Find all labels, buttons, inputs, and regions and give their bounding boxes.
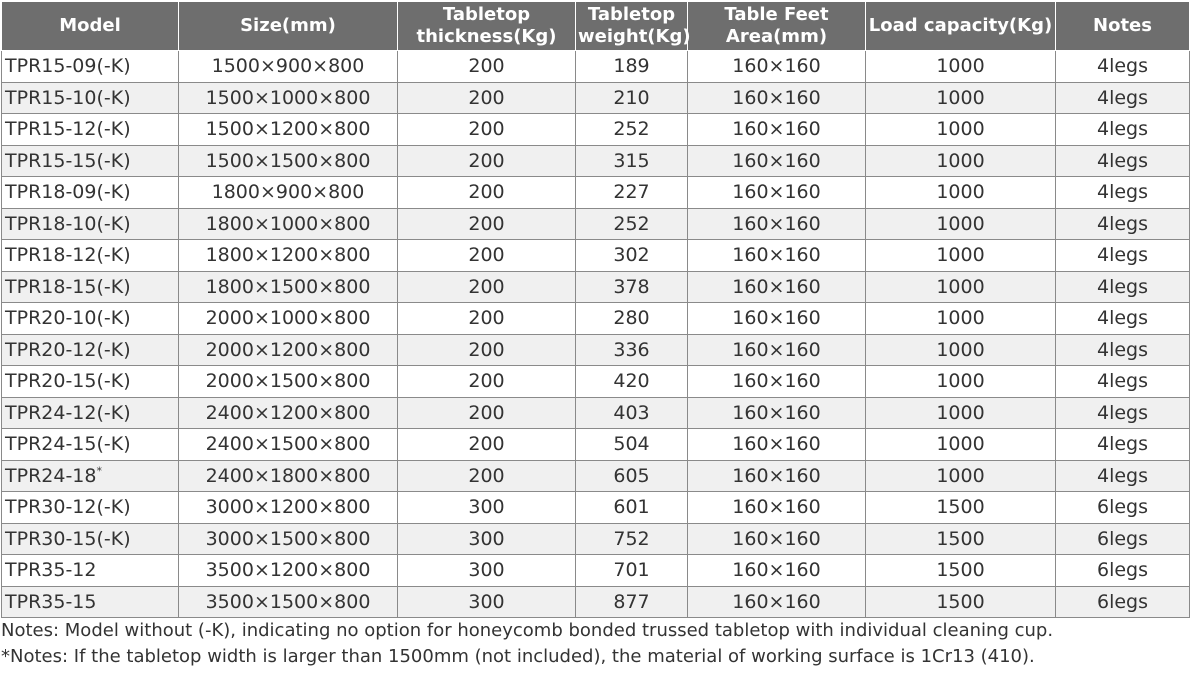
cell-load-capacity: 1000 — [866, 429, 1056, 461]
cell-model — [2, 303, 179, 335]
table-row — [2, 586, 1190, 618]
table-row — [2, 555, 1190, 587]
cell-thickness: 200 — [398, 460, 576, 492]
cell-load-capacity: 1000 — [866, 271, 1056, 303]
table-row — [2, 51, 1190, 83]
model-text: TPR20-12(-K) — [5, 338, 131, 361]
footnote-mark: * — [96, 464, 102, 478]
cell-load-capacity: 1000 — [866, 366, 1056, 398]
cell-thickness: 200 — [398, 334, 576, 366]
cell-size: 2000×1500×800 — [179, 366, 398, 398]
cell-size: 3000×1200×800 — [179, 492, 398, 524]
cell-thickness: 200 — [398, 429, 576, 461]
cell-feet-area: 160×160 — [688, 429, 866, 461]
model-text: TPR18-10(-K) — [5, 212, 131, 235]
table-row — [2, 429, 1190, 461]
header-feet-area: Table Feet Area(mm) — [688, 2, 866, 51]
cell-load-capacity: 1000 — [866, 240, 1056, 272]
model-text: TPR18-12(-K) — [5, 244, 131, 267]
model-text: TPR35-15 — [5, 590, 97, 613]
cell-notes: 4legs — [1056, 429, 1190, 461]
cell-thickness: 200 — [398, 271, 576, 303]
cell-thickness: 200 — [398, 114, 576, 146]
cell-thickness: 200 — [398, 303, 576, 335]
footnote-surface-material: *Notes: If the tabletop width is larger than 1500mm (not included), the material of working surface is 1Cr13 (410). — [1, 646, 1035, 667]
cell-feet-area: 160×160 — [688, 240, 866, 272]
cell-feet-area: 160×160 — [688, 492, 866, 524]
table-row — [2, 460, 1190, 492]
table-row — [2, 271, 1190, 303]
cell-weight: 252 — [576, 114, 688, 146]
cell-notes: 4legs — [1056, 460, 1190, 492]
table-row — [2, 145, 1190, 177]
cell-thickness: 200 — [398, 366, 576, 398]
cell-notes: 6legs — [1056, 523, 1190, 555]
cell-feet-area: 160×160 — [688, 145, 866, 177]
spec-table — [1, 1, 1190, 618]
cell-model — [2, 334, 179, 366]
cell-size: 2000×1200×800 — [179, 334, 398, 366]
cell-size: 2400×1800×800 — [179, 460, 398, 492]
table-row — [2, 492, 1190, 524]
table-row — [2, 397, 1190, 429]
cell-model — [2, 586, 179, 618]
cell-size: 1500×1200×800 — [179, 114, 398, 146]
model-text: TPR24-15(-K) — [5, 433, 131, 456]
cell-model — [2, 555, 179, 587]
cell-feet-area: 160×160 — [688, 114, 866, 146]
cell-model — [2, 460, 179, 492]
cell-notes: 4legs — [1056, 51, 1190, 83]
cell-load-capacity: 1500 — [866, 523, 1056, 555]
cell-load-capacity: 1500 — [866, 586, 1056, 618]
model-text: TPR15-10(-K) — [5, 86, 131, 109]
cell-model — [2, 145, 179, 177]
cell-notes: 4legs — [1056, 334, 1190, 366]
header-weight: Tabletop weight(Kg) — [576, 2, 688, 51]
cell-thickness: 200 — [398, 240, 576, 272]
cell-weight: 227 — [576, 177, 688, 209]
cell-notes: 4legs — [1056, 397, 1190, 429]
cell-model — [2, 397, 179, 429]
cell-load-capacity: 1000 — [866, 460, 1056, 492]
cell-thickness: 300 — [398, 586, 576, 618]
cell-weight: 403 — [576, 397, 688, 429]
cell-size: 1800×1500×800 — [179, 271, 398, 303]
cell-feet-area: 160×160 — [688, 271, 866, 303]
table-row — [2, 177, 1190, 209]
cell-thickness: 200 — [398, 51, 576, 83]
cell-notes: 4legs — [1056, 82, 1190, 114]
cell-load-capacity: 1500 — [866, 555, 1056, 587]
table-row — [2, 82, 1190, 114]
cell-model — [2, 492, 179, 524]
cell-feet-area: 160×160 — [688, 303, 866, 335]
cell-thickness: 300 — [398, 523, 576, 555]
cell-size: 1800×1000×800 — [179, 208, 398, 240]
table-row — [2, 240, 1190, 272]
header-model: Model — [2, 2, 179, 51]
cell-thickness: 300 — [398, 492, 576, 524]
cell-feet-area: 160×160 — [688, 51, 866, 83]
cell-size: 2000×1000×800 — [179, 303, 398, 335]
cell-model — [2, 114, 179, 146]
cell-size: 2400×1200×800 — [179, 397, 398, 429]
cell-thickness: 200 — [398, 397, 576, 429]
footnotes — [0, 618, 1190, 670]
cell-weight: 280 — [576, 303, 688, 335]
cell-notes: 4legs — [1056, 303, 1190, 335]
model-text: TPR15-12(-K) — [5, 118, 131, 141]
cell-load-capacity: 1000 — [866, 208, 1056, 240]
cell-model — [2, 177, 179, 209]
cell-weight: 701 — [576, 555, 688, 587]
cell-notes: 6legs — [1056, 492, 1190, 524]
cell-size: 1800×1200×800 — [179, 240, 398, 272]
model-text: TPR18-15(-K) — [5, 275, 131, 298]
model-text: TPR20-10(-K) — [5, 307, 131, 330]
cell-notes: 6legs — [1056, 555, 1190, 587]
model-text: TPR15-15(-K) — [5, 149, 131, 172]
model-text: TPR24-12(-K) — [5, 401, 131, 424]
cell-thickness: 200 — [398, 177, 576, 209]
model-text: TPR35-12 — [5, 559, 97, 582]
cell-notes: 4legs — [1056, 240, 1190, 272]
table-row — [2, 114, 1190, 146]
table-row — [2, 334, 1190, 366]
cell-notes: 4legs — [1056, 366, 1190, 398]
cell-size: 3000×1500×800 — [179, 523, 398, 555]
cell-thickness: 200 — [398, 145, 576, 177]
cell-weight: 252 — [576, 208, 688, 240]
cell-model — [2, 82, 179, 114]
cell-model — [2, 366, 179, 398]
cell-notes: 4legs — [1056, 114, 1190, 146]
cell-size: 1500×1000×800 — [179, 82, 398, 114]
cell-feet-area: 160×160 — [688, 397, 866, 429]
cell-thickness: 300 — [398, 555, 576, 587]
cell-weight: 336 — [576, 334, 688, 366]
cell-size: 1500×1500×800 — [179, 145, 398, 177]
cell-feet-area: 160×160 — [688, 177, 866, 209]
cell-feet-area: 160×160 — [688, 82, 866, 114]
cell-notes: 4legs — [1056, 271, 1190, 303]
cell-notes: 4legs — [1056, 177, 1190, 209]
cell-feet-area: 160×160 — [688, 460, 866, 492]
cell-weight: 877 — [576, 586, 688, 618]
cell-weight: 302 — [576, 240, 688, 272]
cell-weight: 601 — [576, 492, 688, 524]
cell-model — [2, 240, 179, 272]
cell-model — [2, 208, 179, 240]
header-thickness: Tabletop thickness(Kg) — [398, 2, 576, 51]
cell-model — [2, 271, 179, 303]
cell-weight: 420 — [576, 366, 688, 398]
table-header — [2, 2, 1190, 51]
model-text: TPR20-15(-K) — [5, 370, 131, 393]
cell-model — [2, 523, 179, 555]
cell-load-capacity: 1000 — [866, 303, 1056, 335]
cell-load-capacity: 1000 — [866, 51, 1056, 83]
cell-size: 3500×1200×800 — [179, 555, 398, 587]
cell-size: 3500×1500×800 — [179, 586, 398, 618]
cell-weight: 315 — [576, 145, 688, 177]
header-row — [2, 2, 1190, 51]
table-row — [2, 303, 1190, 335]
header-load-capacity: Load capacity(Kg) — [866, 2, 1056, 51]
cell-load-capacity: 1000 — [866, 145, 1056, 177]
model-text: TPR30-12(-K) — [5, 496, 131, 519]
cell-load-capacity: 1000 — [866, 334, 1056, 366]
cell-feet-area: 160×160 — [688, 208, 866, 240]
header-size: Size(mm) — [179, 2, 398, 51]
cell-load-capacity: 1500 — [866, 492, 1056, 524]
model-text: TPR24-18 — [5, 464, 97, 487]
cell-weight: 504 — [576, 429, 688, 461]
cell-size: 1800×900×800 — [179, 177, 398, 209]
table-row — [2, 366, 1190, 398]
cell-thickness: 200 — [398, 82, 576, 114]
model-text: TPR18-09(-K) — [5, 181, 131, 204]
model-text: TPR30-15(-K) — [5, 527, 131, 550]
footnote-k-option: Notes: Model without (-K), indicating no option for honeycomb bonded trussed tabletop with individual cleaning cup. — [1, 620, 1054, 641]
table-row — [2, 523, 1190, 555]
cell-notes: 6legs — [1056, 586, 1190, 618]
cell-weight: 210 — [576, 82, 688, 114]
cell-weight: 752 — [576, 523, 688, 555]
cell-feet-area: 160×160 — [688, 334, 866, 366]
cell-weight: 378 — [576, 271, 688, 303]
cell-feet-area: 160×160 — [688, 555, 866, 587]
cell-weight: 605 — [576, 460, 688, 492]
cell-feet-area: 160×160 — [688, 586, 866, 618]
cell-model — [2, 51, 179, 83]
cell-feet-area: 160×160 — [688, 366, 866, 398]
cell-size: 2400×1500×800 — [179, 429, 398, 461]
cell-load-capacity: 1000 — [866, 397, 1056, 429]
model-text: TPR15-09(-K) — [5, 55, 131, 78]
cell-thickness: 200 — [398, 208, 576, 240]
cell-load-capacity: 1000 — [866, 82, 1056, 114]
cell-notes: 4legs — [1056, 145, 1190, 177]
cell-notes: 4legs — [1056, 208, 1190, 240]
cell-load-capacity: 1000 — [866, 177, 1056, 209]
cell-load-capacity: 1000 — [866, 114, 1056, 146]
header-notes: Notes — [1056, 2, 1190, 51]
table-body — [2, 51, 1190, 618]
cell-model — [2, 429, 179, 461]
cell-size: 1500×900×800 — [179, 51, 398, 83]
table-row — [2, 208, 1190, 240]
cell-feet-area: 160×160 — [688, 523, 866, 555]
cell-weight: 189 — [576, 51, 688, 83]
